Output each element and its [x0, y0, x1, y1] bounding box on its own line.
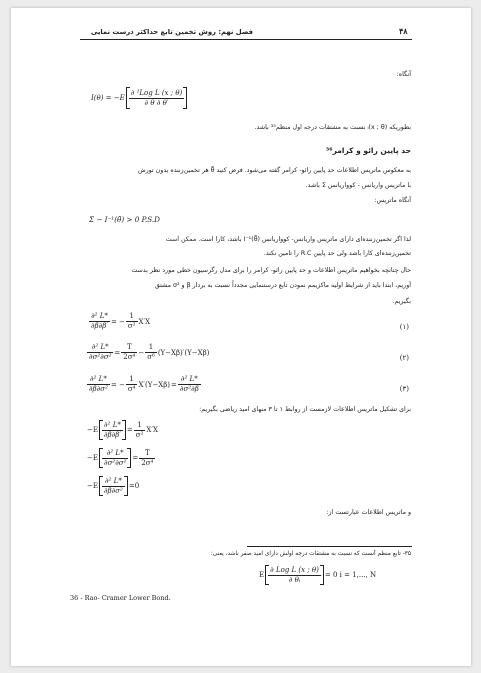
- eq5-f1-num: 1: [126, 375, 138, 385]
- eq5-numerator: ∂² L*: [87, 375, 110, 385]
- equation-expected-2: −E $\frac{\text{∂² L*}}{\text{∂σ²∂σ²}}$ = $\frac{T}{\text{2σ⁴}}$: [87, 448, 154, 467]
- paragraph-expectation: برای تشکیل ماتریس اطلاعات لازمست از روابط ۱ تا ۳ منهای امید ریاضی بگیریم:: [199, 406, 411, 413]
- equation-2: $\frac{\text{∂² L*}}{\text{∂σ²∂σ²}}$ = $\frac{T}{\text{2σ⁴}}$ − $\frac{1}{\text{σ⁶}}$ (Y−Xβ)′(Y−Xβ): [89, 343, 210, 361]
- equation-expected-3: [87, 476, 139, 496]
- eq7-minus-e: −E: [87, 454, 98, 462]
- eq3-label: (۳): [399, 385, 409, 393]
- fn-expectation: E: [259, 571, 265, 579]
- paragraph-def-line1: به معکوس ماتریس اطلاعات حد پایین رائو- کرامر گفته می‌شود. فرض کنید θ̃ هر تخمین‌زننده بدون تورش: [137, 167, 411, 174]
- eq5-mid: X′(Y−Xβ): [138, 380, 170, 389]
- eq4-f2-num: 1: [145, 343, 157, 353]
- eq6-rhs-den: σ²: [135, 430, 144, 439]
- eq5-f1-den: σ⁴: [127, 385, 136, 393]
- eq5-denominator: ∂β∂σ²: [89, 385, 108, 393]
- eq4-numerator: ∂² L*: [87, 343, 113, 353]
- fn-numerator: ∂ Log L (x ; θ): [270, 566, 319, 574]
- eq5-f2-den: ∂σ²∂β: [179, 385, 199, 393]
- paragraph-efficiency-line1: لذا اگر تخمین‌زننده‌ای دارای ماتریس واریانس- کوواریانس (θ̃)I⁻¹ باشد، کارا است. ممکن است: [165, 236, 411, 243]
- fn-rhs: = 0 i = 1,..., N: [324, 571, 377, 579]
- eq3-rhs-numerator: 1: [126, 312, 138, 322]
- eq1-lhs: I(θ) = −E: [91, 94, 125, 102]
- paragraph-regularity: بطوریکه (x ; θ)ₗ نسبت به مشتقات درجه اول منظم³⁵ باشد.: [254, 124, 411, 131]
- eq3-rhs: X′X: [138, 317, 151, 326]
- paragraph-regression-line3: بگیریم.: [392, 298, 411, 305]
- eq8-rhs: =0: [128, 482, 140, 490]
- eq4-f1-num: T: [121, 343, 137, 353]
- eq6-rhs-num: 1: [134, 421, 146, 431]
- eq7-denominator: ∂σ²∂σ²: [103, 459, 127, 467]
- eq4-f1-den: 2σ⁴: [123, 353, 136, 361]
- equation-1: $\frac{\text{∂² L*}}{\partial\beta\partial\beta'}$ = − $\frac{1}{\text{σ²}}$ X′X: [91, 312, 151, 330]
- eq5-f2-num: ∂² L*: [178, 375, 201, 385]
- equation-expected-1: −E $\frac{\text{∂² L*}}{\partial\beta\partial\beta'}$ = $\frac{1}{\text{σ²}}$ X′X: [87, 420, 158, 439]
- eq6-numerator: ∂² L*: [102, 421, 123, 431]
- equation-fisher-information: [91, 87, 187, 109]
- text-angah-1: آنگاه:: [396, 71, 411, 78]
- footnote-rule: [247, 546, 412, 547]
- document-page: [11, 8, 471, 666]
- eq3-denominator: ∂β∂β′: [91, 322, 108, 330]
- paragraph-info-matrix: و ماتریس اطلاعات عبارتست از:: [326, 509, 411, 516]
- paragraph-regression-line1: حال چنانچه بخواهیم ماتریس اطلاعات و حد پایین رائو- کرامر را برای مدل رگرسیون خطی مورد نظر بدست: [131, 267, 411, 274]
- eq6-minus-e: −E: [87, 426, 98, 434]
- paragraph-def-line2: با ماتریس واریانس - کوواریانس Σ باشد.: [305, 182, 411, 189]
- eq7-numerator: ∂² L*: [102, 449, 128, 459]
- eq2-label: (۲): [399, 354, 409, 362]
- eq1-bracket: [126, 87, 188, 109]
- section-title: حد پایین رائو و کرامر³⁶: [326, 146, 411, 155]
- eq8-denominator: ∂β∂σ²: [103, 487, 123, 495]
- eq7-rhs-num: T: [139, 449, 155, 459]
- eq1-numerator: ∂ ²Log L (x ; θ): [130, 88, 183, 97]
- fn-denominator: ∂ θᵢ: [288, 576, 301, 584]
- eq6-denominator: ∂β∂β′: [103, 431, 121, 439]
- eq8-numerator: ∂² L*: [102, 477, 125, 487]
- page-number: ۴۸: [399, 26, 408, 36]
- text-angah-2: آنگاه ماتریس:: [374, 197, 411, 204]
- paragraph-efficiency-line2: تخمین‌زننده‌ای کارا باشد ولی حد پایین R.C را تامین نکند.: [263, 250, 411, 257]
- footnote-equation: [259, 565, 376, 585]
- eq3-numerator: ∂² L*: [89, 312, 110, 322]
- paragraph-regression-line2: آوریم، ابتدا باید از شرایط اولیه ماکزیمم نمودن تابع درستنمایی مجدداً نسبت به بردار β و σ² مشتق: [154, 282, 411, 289]
- eq4-rhs: (Y−Xβ)′(Y−Xβ): [157, 348, 210, 357]
- eq7-rhs-den: 2σ⁴: [141, 458, 154, 467]
- footnote-36: 36 - Rao- Cramer Lower Bond.: [70, 594, 171, 602]
- eq3-rhs-denominator: σ²: [127, 322, 136, 330]
- eq4-f2-den: σ⁶: [147, 353, 155, 361]
- footnote-35: ۳۵- تابع منظم آنست که نسبت به مشتقات درجه اولش دارای امید صفر باشد، یعنی:: [210, 551, 411, 557]
- chapter-title: فصل نهم: روش تخمین تابع حداکثر درست نمایی: [90, 28, 253, 36]
- eq1-label: (۱): [399, 323, 409, 331]
- eq4-denominator: ∂σ²∂σ²: [89, 353, 112, 361]
- equation-psd: Σ − I⁻¹(θ̃) > 0 P.S.D: [89, 215, 160, 224]
- equation-3: $\frac{\text{∂² L*}}{\text{∂β∂σ²}}$ = − $\frac{1}{\text{σ⁴}}$ X′(Y−Xβ) = $\frac{\text{∂² L*}}{\text{∂σ²∂β}}$: [89, 375, 199, 393]
- eq8-minus-e: −E: [87, 482, 98, 490]
- eq1-denominator: ∂ θ ∂ θ′: [144, 98, 169, 107]
- header-rule: [80, 39, 412, 40]
- eq6-rhs: X′X: [146, 426, 158, 434]
